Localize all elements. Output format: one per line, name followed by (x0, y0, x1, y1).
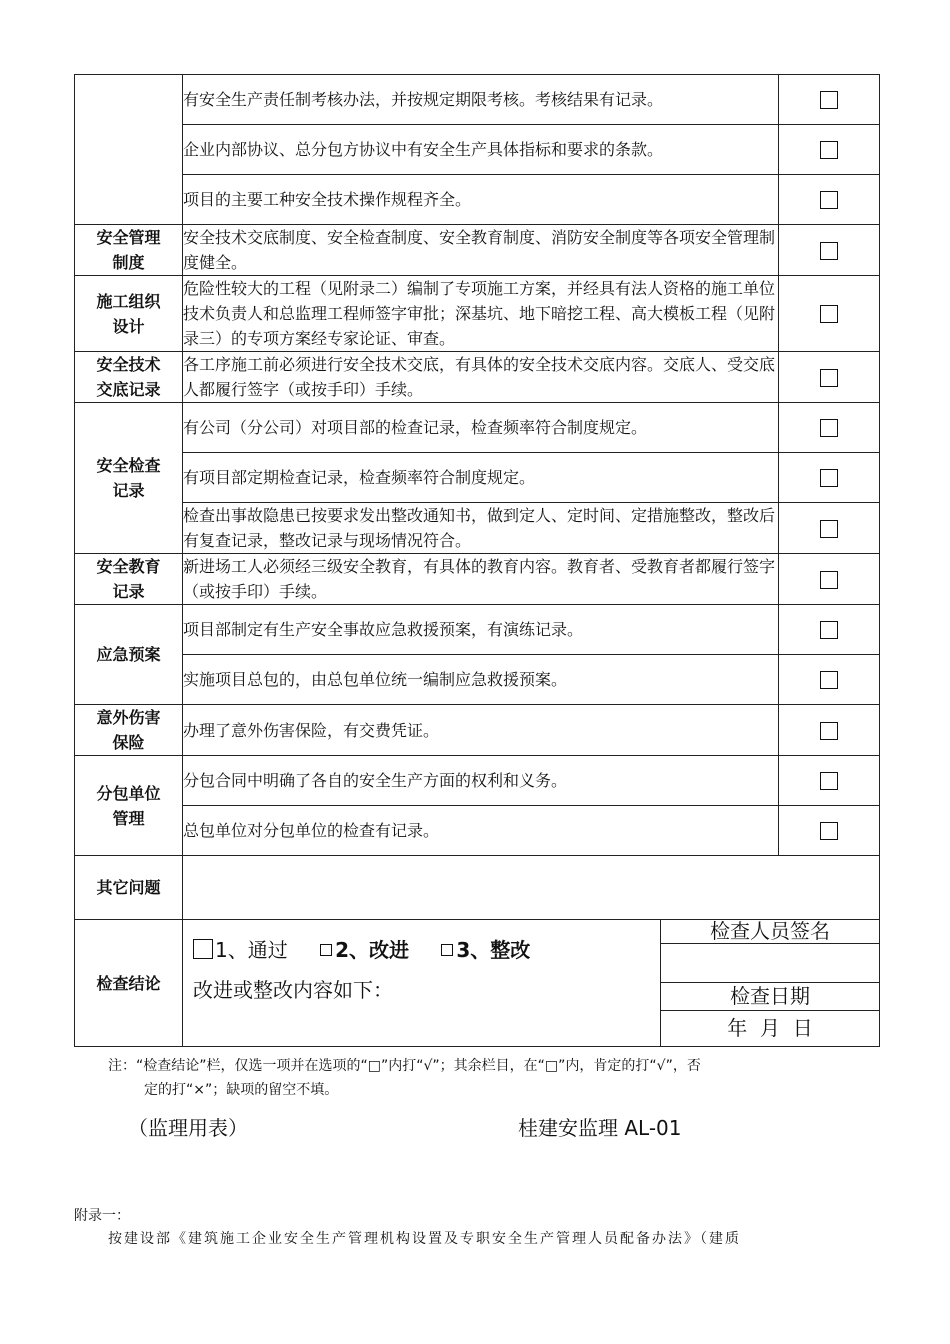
checkbox-cell (779, 403, 880, 453)
item-text: 新进场工人必须经三级安全教育，有具体的教育内容。教育者、受教育者都履行签字（或按手印）手续。 (183, 554, 779, 605)
option-improve-checkbox[interactable] (320, 944, 332, 956)
checkbox[interactable] (820, 822, 838, 840)
checkbox-cell (779, 175, 880, 225)
table-row (75, 554, 880, 605)
checkbox-cell (779, 276, 880, 352)
inspection-date-field[interactable]: 年 月 日 (727, 1016, 813, 1040)
table-row (75, 655, 880, 705)
table-row (75, 125, 880, 175)
category-label: 分包单位 管理 (96, 783, 161, 828)
category-cell-blank (75, 75, 183, 225)
table-row (75, 503, 880, 554)
item-text: 项目部制定有生产安全事故应急救援预案，有演练记录。 (183, 605, 779, 655)
checkbox[interactable] (820, 305, 838, 323)
item-text: 各工序施工前必须进行安全技术交底，有具体的安全技术交底内容。交底人、受交底人都履行签字（或按手印）手续。 (183, 352, 779, 403)
checkbox-cell (779, 453, 880, 503)
checkbox-cell (779, 756, 880, 806)
checkbox[interactable] (820, 141, 838, 159)
checkbox-cell (779, 605, 880, 655)
inspection-date-label: 检查日期 (661, 983, 879, 1011)
inspector-signature-field[interactable] (661, 944, 879, 983)
table-row (75, 605, 880, 655)
form-usage-label: （监理用表） (128, 1116, 248, 1140)
checkbox-cell (779, 352, 880, 403)
option-improve-label: 2、改进 (335, 938, 410, 962)
item-text: 危险性较大的工程（见附录二）编制了专项施工方案，并经具有法人资格的施工单位技术负责人和总监理工程师签字审批；深基坑、地下暗挖工程、高大模板工程（见附录三）的专项方案经专家论证、审查。 (183, 276, 779, 352)
option-pass[interactable] (193, 938, 288, 962)
table-row (75, 225, 880, 276)
item-text: 有公司（分公司）对项目部的检查记录，检查频率符合制度规定。 (183, 403, 779, 453)
checkbox-cell (779, 655, 880, 705)
category-conclusion: 检查结论 (75, 920, 183, 1047)
checkbox-cell (779, 75, 880, 125)
checkbox[interactable] (820, 91, 838, 109)
other-issues-field[interactable] (183, 856, 880, 920)
checkbox-cell (779, 125, 880, 175)
category-label: 应急预案 (96, 645, 161, 664)
option-improve[interactable] (320, 938, 409, 962)
category-safety-education (75, 554, 183, 605)
option-pass-label: 1、通过 (215, 938, 288, 962)
table-row (75, 756, 880, 806)
checkbox[interactable] (820, 571, 838, 589)
table-row (75, 403, 880, 453)
item-text: 企业内部协议、总分包方协议中有安全生产具体指标和要求的条款。 (183, 125, 779, 175)
footnote (108, 1054, 868, 1102)
item-text: 项目的主要工种安全技术操作规程齐全。 (183, 175, 779, 225)
rectify-content-label: 改进或整改内容如下： (193, 978, 393, 1002)
item-text: 检查出事故隐患已按要求发出整改通知书，做到定人、定时间、定措施整改，整改后有复查记录，整改记录与现场情况符合。 (183, 503, 779, 554)
category-label: 安全检查 记录 (96, 456, 161, 500)
checkbox[interactable] (820, 469, 838, 487)
item-text: 分包合同中明确了各自的安全生产方面的权利和义务。 (183, 756, 779, 806)
category-tech-briefing (75, 352, 183, 403)
table-row (75, 75, 880, 125)
table-row (75, 453, 880, 503)
checklist-table (74, 74, 880, 1047)
checkbox[interactable] (820, 419, 838, 437)
table-row (75, 806, 880, 856)
checkbox[interactable] (820, 369, 838, 387)
item-text: 安全技术交底制度、安全检查制度、安全教育制度、消防安全制度等各项安全管理制度健全。 (183, 225, 779, 276)
item-text: 有项目部定期检查记录，检查频率符合制度规定。 (183, 453, 779, 503)
item-text: 办理了意外伤害保险，有交费凭证。 (183, 705, 779, 756)
checkbox[interactable] (820, 621, 838, 639)
appendix-title: 附录一： (74, 1208, 130, 1224)
table-row (75, 175, 880, 225)
inspector-signature-label: 检查人员签名 (661, 920, 879, 944)
category-label: 安全管理 制度 (96, 228, 161, 272)
category-label: 施工组织 设计 (96, 291, 161, 336)
category-safety-management (75, 225, 183, 276)
table-row-other (75, 856, 880, 920)
category-label: 安全教育 记录 (96, 557, 161, 601)
category-label: 意外伤害 保险 (96, 708, 161, 752)
category-emergency-plan (75, 605, 183, 705)
checkbox[interactable] (820, 722, 838, 740)
option-rectify-checkbox[interactable] (441, 944, 453, 956)
checkbox[interactable] (820, 772, 838, 790)
table-row-conclusion (75, 920, 880, 1047)
table-row (75, 276, 880, 352)
option-rectify-label: 3、整改 (456, 938, 531, 962)
item-text: 实施项目总包的，由总包单位统一编制应急救援预案。 (183, 655, 779, 705)
checkbox[interactable] (820, 520, 838, 538)
footnote-line: 定的打“×”；缺项的留空不填。 (144, 1082, 339, 1098)
checklist-sheet (74, 74, 879, 1047)
checkbox-cell (779, 225, 880, 276)
table-row (75, 705, 880, 756)
category-accident-insurance (75, 705, 183, 756)
checkbox-cell (779, 806, 880, 856)
category-other-issues: 其它问题 (75, 856, 183, 920)
conclusion-body (183, 920, 880, 1047)
category-safety-inspection (75, 403, 183, 554)
category-construction-plan (75, 276, 183, 352)
form-code: 桂建安监理 AL-01 (518, 1116, 682, 1140)
checkbox[interactable] (820, 242, 838, 260)
option-rectify[interactable] (441, 938, 530, 962)
item-text: 有安全生产责任制考核办法，并按规定期限考核。考核结果有记录。 (183, 75, 779, 125)
checkbox-cell (779, 554, 880, 605)
checkbox[interactable] (820, 191, 838, 209)
option-pass-checkbox[interactable] (193, 939, 213, 959)
signature-block (660, 920, 879, 1046)
table-row (75, 352, 880, 403)
category-subcontractor (75, 756, 183, 856)
appendix-text: 按建设部《建筑施工企业安全生产管理机构设置及专职安全生产管理人员配备办法》（建质 (108, 1231, 741, 1247)
checkbox[interactable] (820, 671, 838, 689)
category-label: 安全技术 交底记录 (96, 355, 161, 399)
checkbox-cell (779, 503, 880, 554)
checkbox-cell (779, 705, 880, 756)
footnote-line: 注：“检查结论”栏，仅选一项并在选项的“□”内打“√”；其余栏目，在“□”内，肯定的打“√”，否 (108, 1058, 701, 1074)
conclusion-options (193, 934, 556, 963)
item-text: 总包单位对分包单位的检查有记录。 (183, 806, 779, 856)
